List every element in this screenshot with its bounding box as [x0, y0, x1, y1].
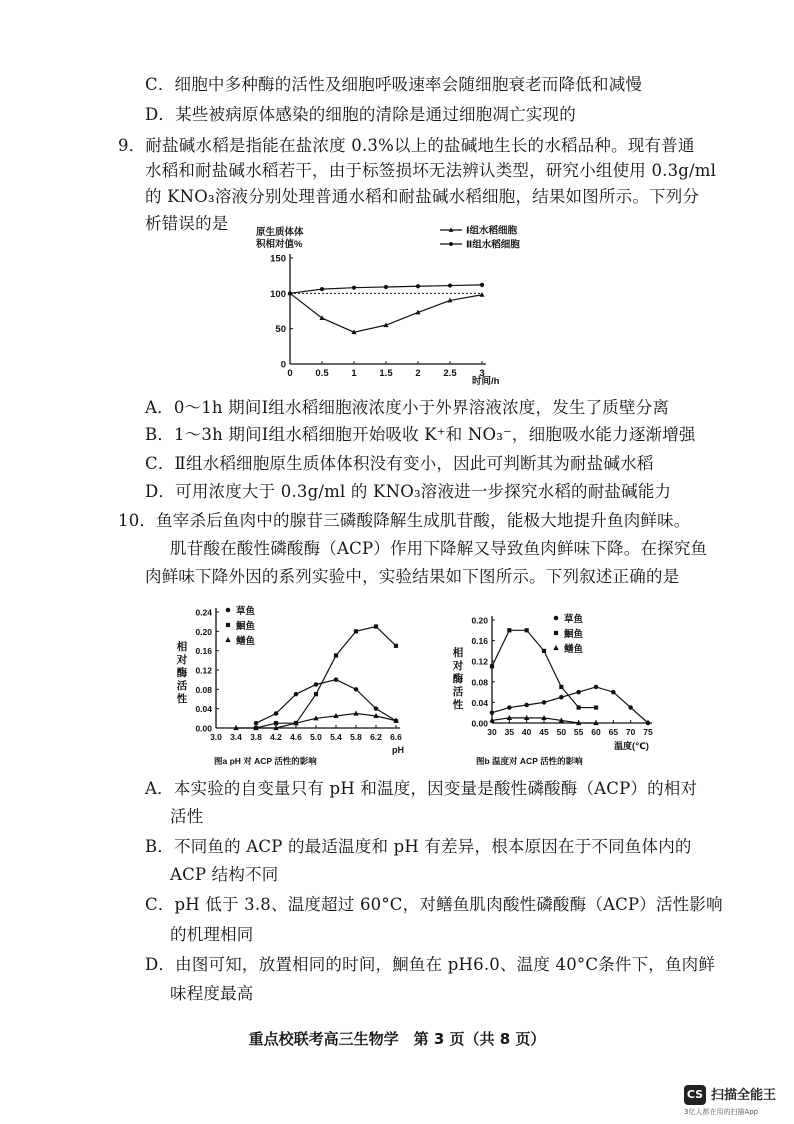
data-point [542, 700, 547, 705]
question-9-stem: 9．耐盐碱水稻是指能在盐浓度 0.3%以上的盐碱地生长的水稻品种。现有普通 [118, 136, 695, 155]
data-point [611, 690, 616, 695]
data-point [352, 286, 356, 290]
legend-marker [554, 631, 558, 635]
series-line [492, 630, 596, 707]
option-d-q10-cont: 味程度最高 [170, 984, 254, 1003]
x-tick-label: 70 [625, 727, 636, 737]
y-tick-label: 0.16 [195, 646, 212, 657]
y-label-char: 对 [176, 654, 188, 666]
brand-name: 扫描全能王 [711, 1088, 777, 1103]
data-point [525, 628, 529, 632]
y-label-char: 酶 [452, 673, 464, 685]
question-9-stem-4: 析错误的是 [145, 214, 229, 233]
y-label-char: 酶 [176, 667, 188, 679]
option-d-q9: D．可用浓度大于 0.3g/ml 的 KNO₃溶液进一步探究水稻的耐盐碱能力 [145, 482, 672, 501]
legend-marker [225, 637, 230, 642]
legend-label: Ⅰ组水稻细胞 [466, 225, 518, 237]
x-tick-label: 55 [573, 727, 584, 737]
question-10-stem-3: 肉鲜味下降外因的系列实验中，实验结果如下图所示。下列叙述正确的是 [145, 567, 680, 586]
y-label-char: 相 [452, 647, 464, 659]
x-tick-label: 45 [539, 727, 549, 737]
x-tick-label: 65 [608, 727, 619, 737]
question-10-stem: 10．鱼宰杀后鱼肉中的腺苷三磷酸降解生成肌苷酸，能极大地提升鱼肉鲜味。 [118, 511, 691, 530]
x-tick-label: 5.0 [310, 732, 322, 742]
x-tick-label: 1 [351, 368, 357, 379]
x-tick-label: 60 [591, 727, 601, 737]
x-tick-label: 5.4 [330, 732, 342, 742]
x-tick-label: 6.6 [390, 732, 402, 742]
data-point [480, 283, 484, 287]
chart-protoplast-volume [250, 218, 550, 388]
data-point [288, 291, 292, 295]
data-point [374, 706, 379, 711]
data-point [354, 687, 359, 692]
data-point [559, 695, 564, 700]
option-a-q10: A．本实验的自变量只有 pH 和温度，因变量是酸性磷酸酶（ACP）的相对 [145, 779, 698, 798]
option-d-q10: D．由图可知，放置相同的时间，鮰鱼在 pH6.0、温度 40°C条件下，鱼肉鲜 [145, 955, 716, 974]
brand-slogan: 3亿人都在用的扫描App [684, 1108, 759, 1116]
option-c-q8: C．细胞中多种酶的活性及细胞呼吸速率会随细胞衰老而降低和减慢 [145, 75, 643, 94]
data-point [448, 283, 452, 287]
x-tick-label: 75 [643, 727, 653, 737]
x-tick-label: 2 [415, 368, 421, 379]
legend-marker [554, 616, 559, 621]
y-tick-label: 0.00 [195, 723, 212, 734]
y-tick-label: 0.16 [471, 636, 488, 647]
y-tick-label: 0.20 [471, 615, 488, 626]
legend-label: 草鱼 [564, 614, 584, 625]
data-point [416, 284, 420, 288]
y-label-char: 性 [452, 699, 464, 711]
legend-label: 鮰鱼 [564, 629, 584, 640]
y-label-char: 相 [176, 641, 188, 653]
data-point [577, 705, 581, 709]
option-a-q9: A．0～1h 期间Ⅰ组水稻细胞液浓度小于外界溶液浓度，发生了质壁分离 [145, 398, 670, 417]
option-b-q10: B．不同鱼的 ACP 的最适温度和 pH 有差异，根本原因在于不同鱼体内的 [145, 837, 692, 856]
data-point [479, 292, 484, 297]
x-tick-label: 3.4 [230, 732, 242, 742]
x-tick-label: 35 [504, 727, 515, 737]
y-label-char: 活 [452, 686, 464, 698]
y-label-char: 活 [176, 680, 188, 692]
x-tick-label: 0.5 [315, 368, 329, 379]
y-tick-label: 0.12 [195, 665, 212, 676]
y-tick-label: 0.04 [195, 704, 212, 715]
y-tick-label: 0 [280, 359, 286, 371]
data-point [576, 690, 581, 695]
y-tick-label: 0.08 [471, 677, 488, 688]
page-footer: 重点校联考高三生物学 第 3 页（共 8 页） [248, 1030, 546, 1048]
data-point [254, 721, 259, 726]
data-point [542, 649, 546, 653]
x-label: pH [392, 745, 404, 755]
y-tick-label: 50 [275, 324, 286, 336]
option-c-q9: C．Ⅱ组水稻细胞原生质体体积没有变小，因此可判断其为耐盐碱水稻 [145, 454, 654, 473]
data-point [353, 711, 358, 716]
x-tick-label: 30 [487, 727, 497, 737]
legend-label: 鳝鱼 [564, 644, 584, 655]
x-tick-label: 2.5 [443, 368, 457, 379]
scanner-watermark [684, 1083, 790, 1117]
data-point [314, 682, 319, 687]
x-tick-label: 3.8 [250, 732, 262, 742]
option-d-q8: D．某些被病原体感染的细胞的清除是通过细胞凋亡实现的 [145, 105, 576, 124]
y-tick-label: 0.00 [471, 718, 488, 729]
y-tick-label: 0.12 [471, 656, 488, 667]
legend-marker [449, 242, 453, 246]
chart1-ylabel-1: 原生质体体 [256, 227, 304, 238]
data-point [354, 629, 358, 633]
chart-ph-acp [170, 598, 410, 770]
question-10-stem-2: 肌苷酸在酸性磷酸酶（ACP）作用下降解又导致鱼肉鲜味下降。在探究鱼 [170, 539, 708, 558]
chart-temperature-acp [448, 598, 688, 770]
data-point [594, 705, 598, 709]
option-c-q10-cont: 的机理相同 [170, 925, 254, 944]
y-label-char: 性 [176, 693, 188, 705]
legend-marker [553, 645, 558, 650]
y-tick-label: 150 [270, 253, 286, 265]
legend-label: Ⅱ组水稻细胞 [466, 239, 520, 251]
data-point [524, 703, 529, 708]
data-point [490, 664, 494, 668]
y-label-char: 对 [452, 660, 464, 672]
x-tick-label: 50 [556, 727, 567, 737]
legend-marker [226, 608, 231, 613]
y-tick-label: 0.04 [471, 697, 488, 708]
data-point [374, 624, 378, 628]
data-point [334, 653, 338, 657]
figure-caption: 图b 温度对 ACP 活性的影响 [476, 756, 583, 766]
camscanner-logo-icon: CS [684, 1085, 706, 1105]
x-tick-label: 4.6 [290, 732, 302, 742]
data-point [314, 692, 318, 696]
x-tick-label: 5.8 [350, 732, 362, 742]
data-point [274, 711, 279, 716]
chart1-xlabel: 时间/h [472, 376, 500, 387]
x-tick-label: 40 [521, 727, 532, 737]
data-point [646, 721, 651, 726]
x-tick-label: 3 [479, 368, 485, 379]
figure-caption: 图a pH 对 ACP 活性的影响 [214, 756, 317, 766]
x-tick-label: 4.2 [270, 732, 282, 742]
data-point [507, 628, 511, 632]
option-b-q10-cont: ACP 结构不同 [170, 865, 279, 884]
data-point [274, 721, 278, 725]
question-9-stem-3: 的 KNO₃溶液分别处理普通水稻和耐盐碱水稻细胞，结果如图所示。下列分 [145, 187, 700, 206]
legend-label: 鳝鱼 [236, 636, 256, 647]
y-tick-label: 0.08 [195, 684, 212, 695]
chart1-ylabel-2: 积相对值% [256, 239, 303, 250]
data-point [594, 685, 599, 690]
data-point [334, 677, 339, 682]
legend-label: 草鱼 [236, 606, 256, 617]
data-point [559, 685, 563, 689]
data-point [320, 287, 324, 291]
x-label: 温度(℃) [614, 741, 649, 751]
legend-marker [226, 623, 230, 627]
option-a-q10-cont: 活性 [170, 807, 204, 826]
data-point [394, 644, 398, 648]
y-tick-label: 0.20 [195, 626, 212, 637]
question-9-stem-2: 水稻和耐盐碱水稻若干，由于标签损坏无法辨认类型，研究小组使用 0.3g/ml [145, 161, 717, 180]
option-b-q9: B．1～3h 期间Ⅰ组水稻细胞开始吸收 K⁺和 NO₃⁻，细胞吸水能力逐渐增强 [145, 425, 696, 444]
legend-label: 鮰鱼 [236, 621, 256, 632]
data-point [294, 692, 299, 697]
data-point [628, 705, 633, 710]
data-point [384, 285, 388, 289]
x-tick-label: 3.0 [210, 732, 222, 742]
x-tick-label: 1.5 [379, 368, 393, 379]
data-point [507, 705, 512, 710]
y-tick-label: 100 [270, 288, 286, 300]
y-tick-label: 0.24 [195, 607, 212, 618]
x-tick-label: 0 [287, 368, 293, 379]
option-c-q10: C．pH 低于 3.8、温度超过 60°C，对鳝鱼肌肉酸性磷酸酶（ACP）活性影响 [145, 895, 723, 914]
data-point [490, 710, 495, 715]
x-tick-label: 6.2 [370, 732, 382, 742]
